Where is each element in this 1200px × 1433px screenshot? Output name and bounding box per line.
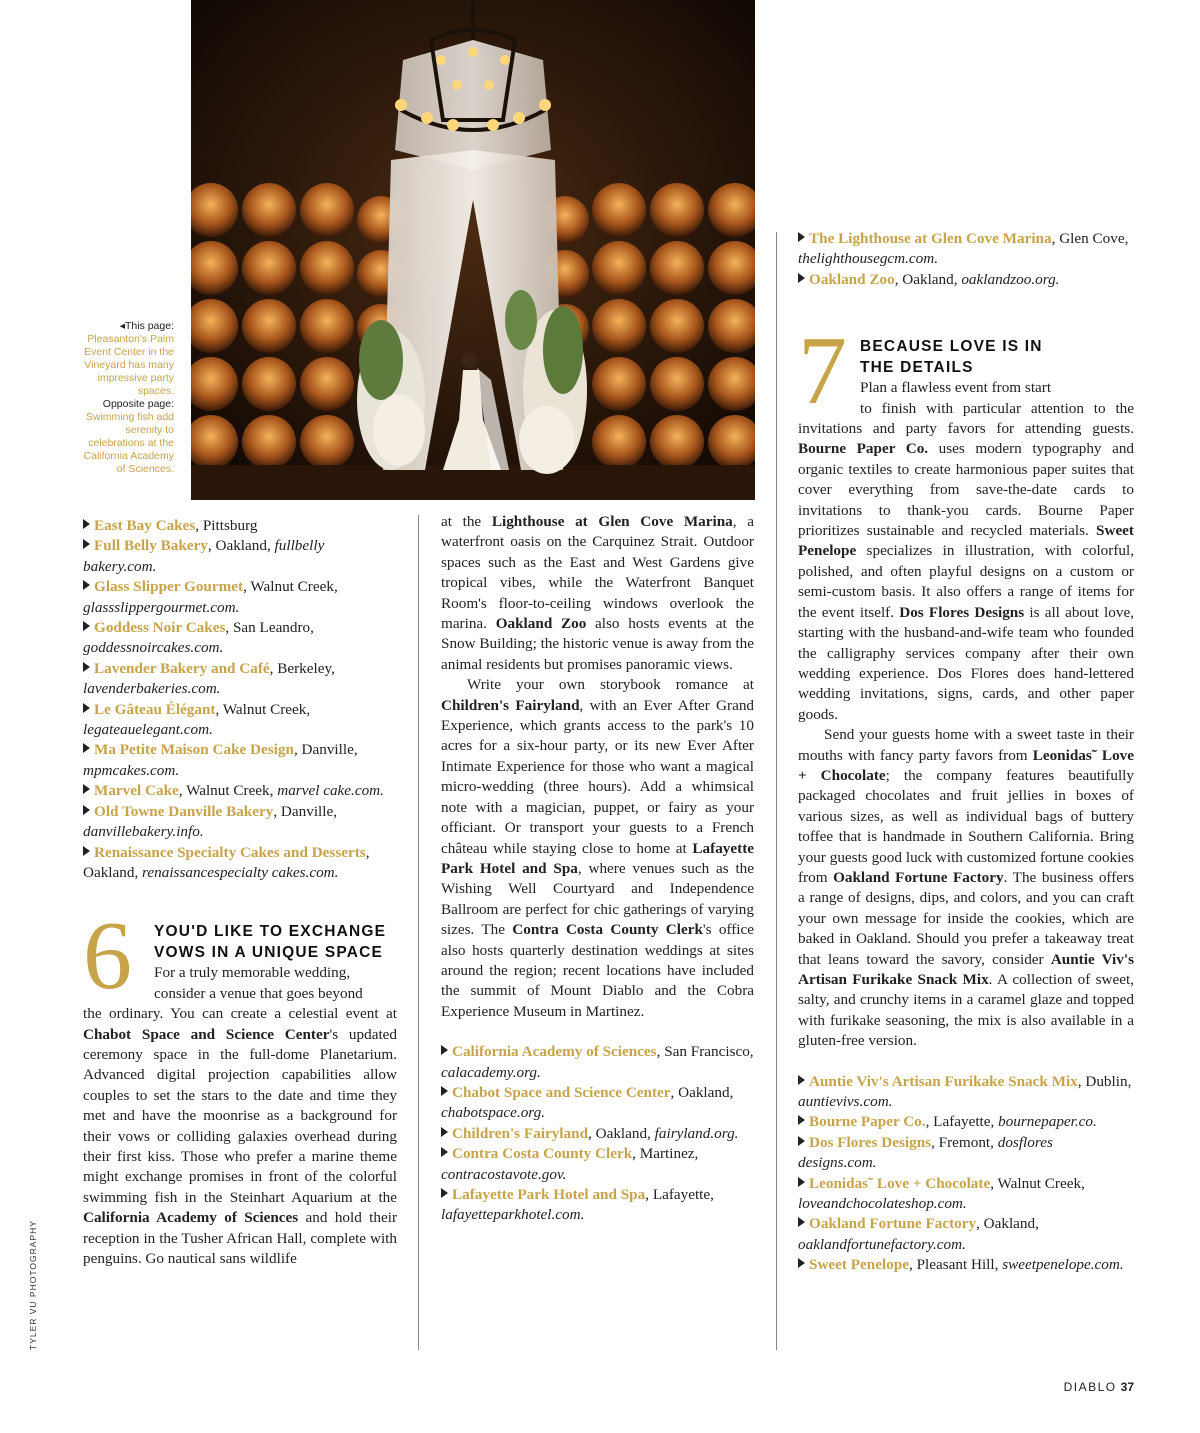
list-item: Ma Petite Maison Cake Design, Danville, mpmcakes.com. — [83, 741, 358, 779]
arrow-icon — [83, 743, 90, 753]
venue-list — [441, 1042, 754, 1226]
arrow-icon — [798, 1258, 805, 1268]
list-item: Chabot Space and Science Center, Oakland, chabotspace.org. — [441, 1083, 734, 1122]
column-1 — [83, 516, 397, 1269]
caption-opposite-page-label: Opposite page: — [102, 398, 174, 410]
list-item: Marvel Cake, Walnut Creek, marvel cake.com. — [83, 781, 397, 801]
arrow-icon — [83, 846, 90, 856]
body-paragraph: Write your own storybook romance at Children's Fairyland, with an Ever After Grand Experience, which grants access to the park's 10 acres for a six-hour party, or its new Ever After Intimate Experience for those who want a magical micro-wedding (three hours). Add a whimsical note with a magician, puppet, or fairy as your officiant. Or transport your guests to a French château while staying close to home at Lafayette Park Hotel and Spa, where venues such as the Wishing Well Courtyard and Independence Ballroom are perfect for chic gatherings of varying sizes. The Contra Costa County Clerk's office also hosts quarterly destination weddings at sites around the region; recent locations have included the summit of Mount Diablo and the Cobra Experience Museum in Martinez. — [441, 676, 755, 1020]
section-text: For a truly memorable wedding, — [154, 964, 351, 982]
list-item: Contra Costa County Clerk, Martinez, contracostavote.gov. — [441, 1145, 699, 1183]
arrow-icon — [83, 621, 90, 631]
arrow-icon — [798, 232, 805, 242]
arrow-icon — [83, 580, 90, 590]
list-item: Oakland Fortune Factory, Oakland, oaklandfortunefactory.com. — [798, 1215, 1039, 1253]
section-number: 7 — [798, 317, 847, 426]
list-item: Dos Flores Designs, Fremont, dosflores designs.com. — [798, 1133, 1053, 1172]
body-paragraph: Send your guests home with a sweet taste in their mouths with fancy party favors from Leonidas˜ Love + Chocolate; the company features beautifully packaged chocolates and fruit jellies in boxes of various sizes, as well as individual bags of buttery toffee that is handmade in Southern California. Bring your guests good luck with customized fortune cookies from Oakland Fortune Factory. The business offers a range of designs, dips, and colors, and you can craft your own message for inside the cookies, which are baked in Oakland. Should you prefer a takeaway treat that leans toward the savory, consider Auntie Viv's Artisan Furikake Snack Mix. A collection of sweet, salty, and crunchy items in a caramel glaze and topped with furikake seasoning, the mix is also available in a gluten-free version. — [798, 726, 1134, 1050]
list-item: Oakland Zoo, Oakland, oaklandzoo.org. — [798, 270, 1134, 290]
list-item: Old Towne Danville Bakery, Danville, danvillebakery.info. — [83, 802, 338, 841]
column-3 — [798, 229, 1134, 1276]
magazine-name: DIABLO — [1063, 1380, 1117, 1394]
list-item: Children's Fairyland, Oakland, fairyland.org. — [441, 1124, 754, 1144]
arrow-icon — [798, 1136, 805, 1146]
section-heading: BECAUSE LOVE IS IN THE DETAILS — [860, 338, 1043, 377]
caption-opposite-page-text: Swimming fish add serenity to celebrations at the California Academy of Sciences. — [83, 411, 174, 475]
bakery-list — [83, 516, 397, 883]
arrow-icon — [441, 1147, 448, 1157]
list-item: Lavender Bakery and Café, Berkeley, lavenderbakeries.com. — [83, 659, 335, 698]
list-item: Renaissance Specialty Cakes and Desserts, Oakland, renaissancespecialty cakes.com. — [83, 843, 370, 881]
list-item: The Lighthouse at Glen Cove Marina, Glen Cove, thelighthousegcm.com. — [798, 230, 1129, 268]
arrow-icon — [83, 703, 90, 713]
caption-this-page-text: Pleasanton's Palm Event Center in the Vineyard has many impressive party spaces. — [84, 333, 174, 397]
list-item: California Academy of Sciences, San Francisco, calacademy.org. — [441, 1043, 754, 1081]
column-rule-right — [776, 232, 777, 1350]
section-text: Plan a flawless event from start — [860, 379, 1052, 397]
arrow-icon — [83, 805, 90, 815]
body-paragraph: at the Lighthouse at Glen Cove Marina, a waterfront oasis on the Carquinez Strait. Outdoor spaces such as the East and West Gardens give tropical vibes, while the Waterfront Banquet Room's floor-to-ceiling windows overlook the marina. Oakland Zoo also hosts events at the Snow Building; the historic venue is away from the animal residents but promises panoramic views. — [441, 513, 754, 673]
arrow-icon — [441, 1188, 448, 1198]
list-item: Leonidas˜ Love + Chocolate, Walnut Creek, loveandchocolateshop.com. — [798, 1174, 1085, 1213]
page-footer — [1064, 1380, 1134, 1394]
column-2 — [441, 512, 754, 1226]
arrow-icon — [798, 1075, 805, 1085]
page-number: 37 — [1120, 1380, 1134, 1394]
list-item: Sweet Penelope, Pleasant Hill, sweetpenelope.com. — [798, 1255, 1134, 1275]
arrow-icon — [798, 1115, 805, 1125]
arrow-icon — [83, 784, 90, 794]
arrow-icon — [441, 1127, 448, 1137]
section-body: the ordinary. You can create a celestial event at Chabot Space and Science Center's updated ceremony space in the full-dome Planetarium. Advanced digital projection capabilities allow couples to set the stars to the date and time they met and have the moonrise as a background for their vows or colliding galaxies overhead during their first kiss. Those who prefer a marine theme might exchange promises in front of the colorful swimming fish in the Steinhart Aquarium at the California Academy of Sciences and hold their reception in the Tusher African Hall, complete with penguins. Go nautical sans wildlife — [83, 1005, 397, 1267]
caption-this-page-label: ◂This page: — [119, 320, 174, 332]
section-text: consider a venue that goes beyond — [154, 984, 363, 1002]
arrow-icon — [441, 1045, 448, 1055]
list-item: Lafayette Park Hotel and Spa, Lafayette, lafayetteparkhotel.com. — [441, 1186, 714, 1224]
list-item: East Bay Cakes, Pittsburg — [83, 516, 397, 536]
photo-credit: TYLER VU PHOTOGRAPHY — [28, 1220, 38, 1350]
section-heading: YOU'D LIKE TO EXCHANGE VOWS IN A UNIQUE SPACE — [154, 923, 387, 962]
arrow-icon — [83, 539, 90, 549]
section-7 — [798, 317, 1135, 1051]
arrow-icon — [83, 519, 90, 529]
list-item: Goddess Noir Cakes, San Leandro, goddessnoircakes.com. — [83, 619, 314, 657]
column-rule-left — [418, 515, 419, 1350]
arrow-icon — [441, 1086, 448, 1096]
list-item: Bourne Paper Co., Lafayette, bournepaper.co. — [798, 1112, 1134, 1132]
list-item: Glass Slipper Gourmet, Walnut Creek, glassslippergourmet.com. — [83, 578, 338, 616]
section-body: to finish with particular attention to the invitations and party favors for attending guests. Bourne Paper Co. uses modern typography and organic textiles to create harmonious paper suites that cover everything from save-the-date cards to invitations to thank-you cards. Bourne Paper prioritizes sustainable and recycled materials. Sweet Penelope specializes in illustration, with colorful, polished, and often playful designs on a custom or semi-custom basis. It also offers a range of items for the event itself. Dos Flores Designs is all about love, starting with the husband-and-wife team who founded the calligraphy services company after their own wedding experience. Dos Flores does hand-lettered wedding invitations, signs, cards, and other paper goods. — [798, 399, 1135, 723]
arrow-icon — [798, 273, 805, 283]
list-item: Full Belly Bakery, Oakland, fullbelly bakery.com. — [83, 537, 325, 575]
list-item: Le Gâteau Élégant, Walnut Creek, legateauelegant.com. — [83, 700, 311, 739]
section-6 — [83, 902, 397, 1269]
list-item: Auntie Viv's Artisan Furikake Snack Mix, Dublin, auntievivs.com. — [798, 1072, 1132, 1111]
photo-caption — [80, 320, 174, 476]
section-number: 6 — [83, 902, 132, 1011]
arrow-icon — [798, 1177, 805, 1187]
venue-list-continued — [798, 229, 1134, 290]
vendor-list — [798, 1072, 1134, 1276]
arrow-icon — [798, 1217, 805, 1227]
arrow-icon — [83, 662, 90, 672]
wedding-photo — [191, 0, 755, 500]
